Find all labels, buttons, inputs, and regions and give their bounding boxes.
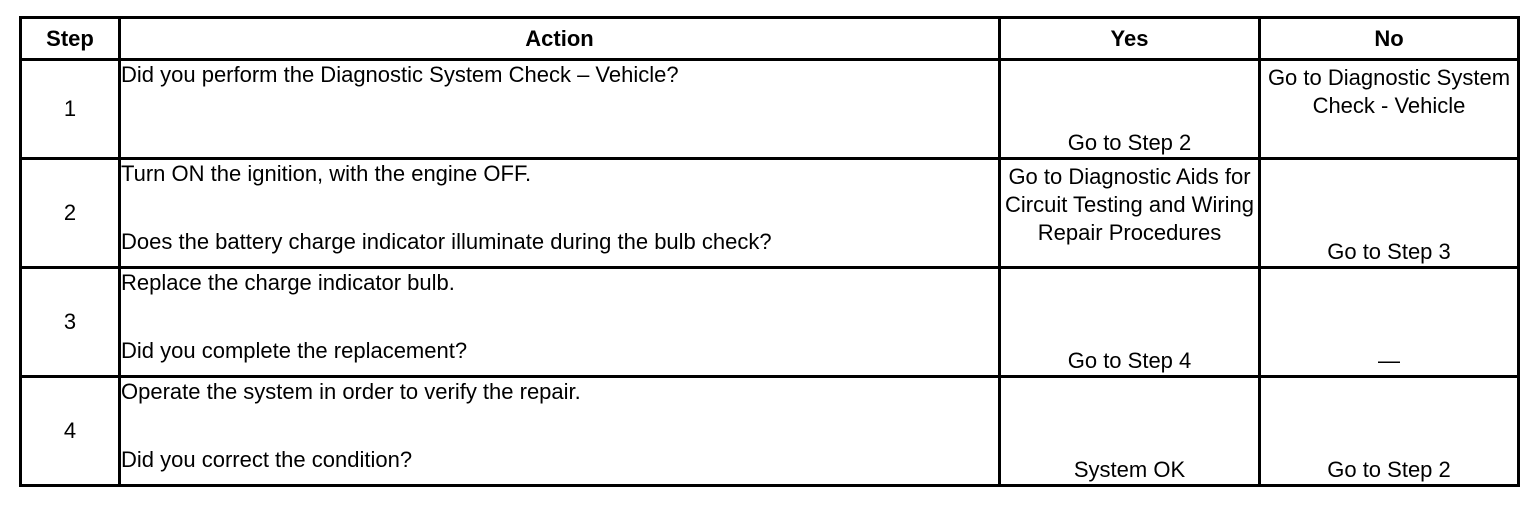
action-instruction: Replace the charge indicator bulb. bbox=[121, 270, 455, 295]
table-row bbox=[21, 268, 1519, 377]
table-row bbox=[21, 159, 1519, 268]
step-number: 3 bbox=[21, 268, 120, 377]
yes-result: Go to Step 2 bbox=[1000, 60, 1260, 159]
step-number: 1 bbox=[21, 60, 120, 159]
yes-result: Go to Diagnostic Aids for Circuit Testing and Wiring Repair Procedures bbox=[1000, 159, 1260, 268]
no-result: Go to Step 3 bbox=[1260, 159, 1519, 268]
no-result: Go to Diagnostic System Check - Vehicle bbox=[1260, 60, 1519, 159]
action-cell bbox=[120, 377, 1000, 486]
yes-result: Go to Step 4 bbox=[1000, 268, 1260, 377]
action-question: Did you correct the condition? bbox=[121, 447, 413, 472]
action-instruction: Turn ON the ignition, with the engine OFF. bbox=[121, 161, 532, 186]
action-question: Did you complete the replacement? bbox=[121, 338, 468, 363]
header-no: No bbox=[1260, 18, 1519, 60]
yes-result: System OK bbox=[1000, 377, 1260, 486]
table-row bbox=[21, 60, 1519, 159]
header-yes: Yes bbox=[1000, 18, 1260, 60]
action-instruction: Operate the system in order to verify the repair. bbox=[121, 379, 581, 404]
no-result: — bbox=[1260, 268, 1519, 377]
action-cell bbox=[120, 268, 1000, 377]
action-cell bbox=[120, 159, 1000, 268]
table-row bbox=[21, 377, 1519, 486]
step-number: 2 bbox=[21, 159, 120, 268]
action-question: Does the battery charge indicator illuminate during the bulb check? bbox=[121, 229, 772, 254]
header-action: Action bbox=[120, 18, 1000, 60]
header-row bbox=[21, 18, 1519, 60]
action-question: Did you perform the Diagnostic System Check – Vehicle? bbox=[121, 62, 679, 87]
diagnostic-table bbox=[19, 16, 1520, 487]
action-cell bbox=[120, 60, 1000, 159]
header-step: Step bbox=[21, 18, 120, 60]
step-number: 4 bbox=[21, 377, 120, 486]
no-result: Go to Step 2 bbox=[1260, 377, 1519, 486]
